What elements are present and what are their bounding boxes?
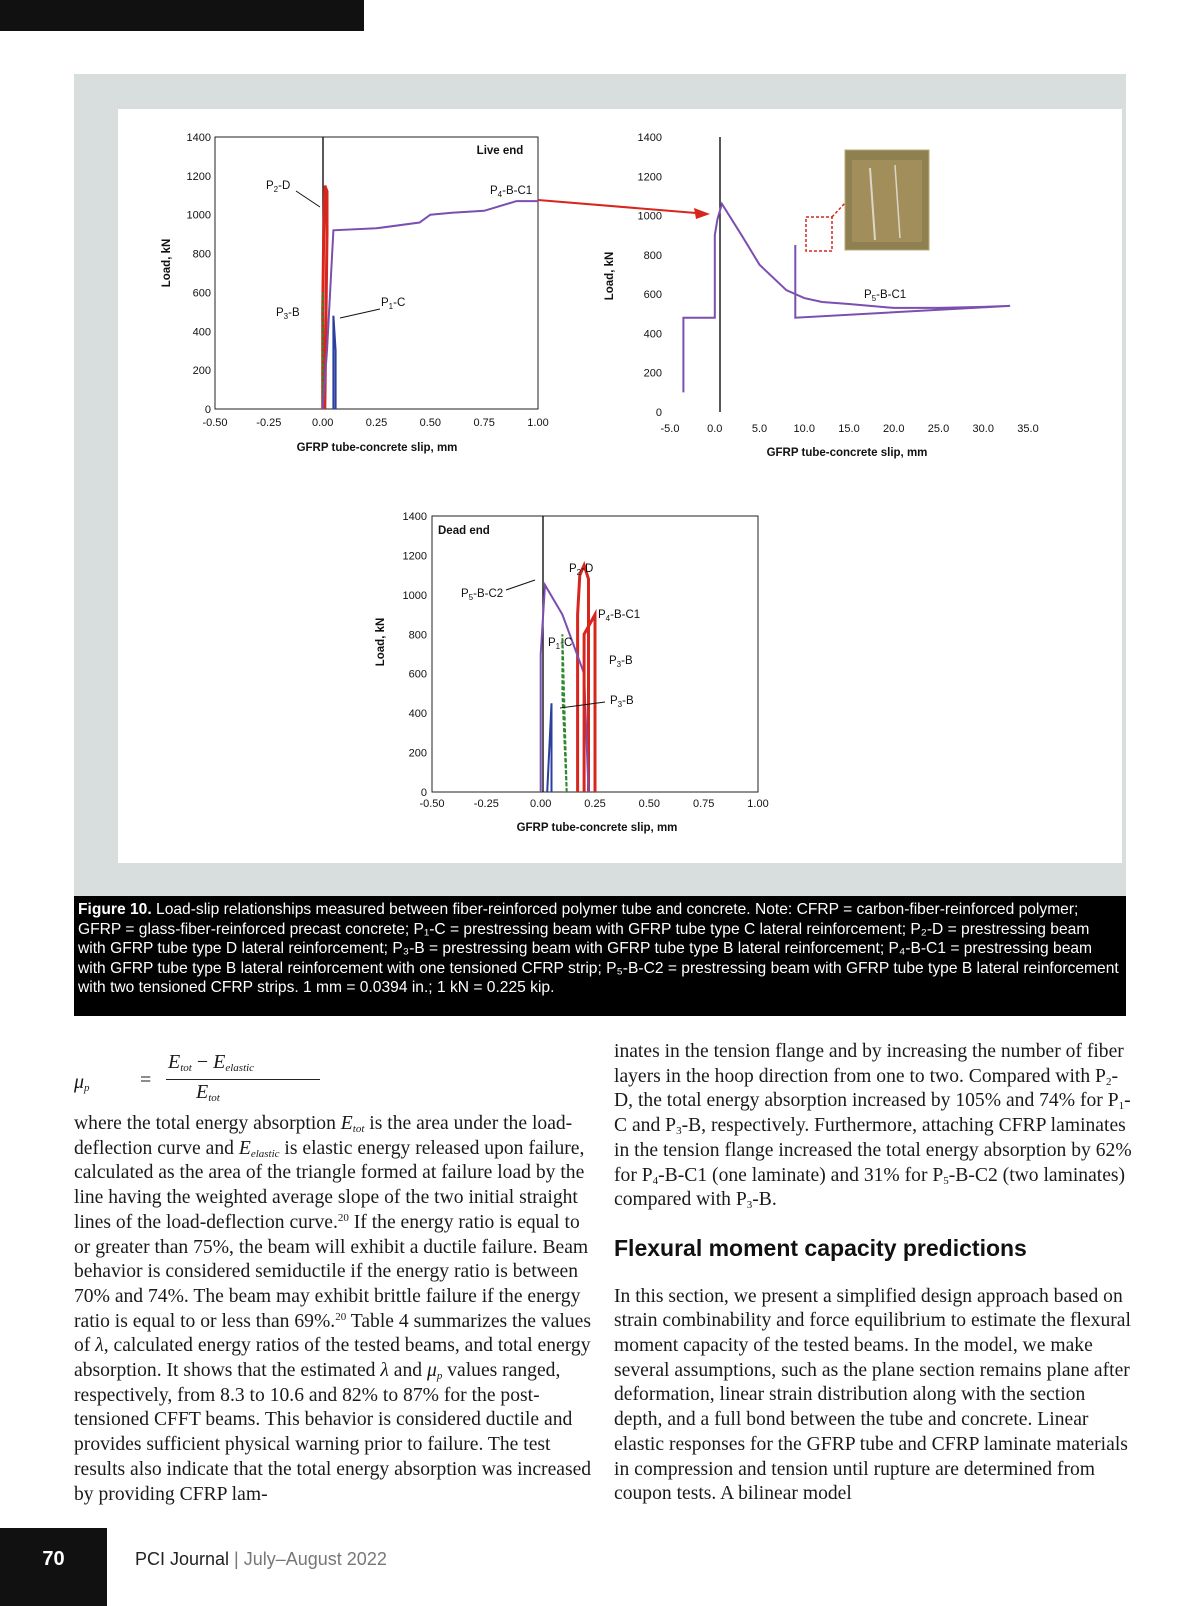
chart-title: Live end bbox=[476, 145, 524, 157]
series-p1-c bbox=[547, 703, 551, 792]
pointer-p2-d bbox=[296, 191, 320, 207]
x-tick-label: 35.0 bbox=[1017, 423, 1039, 435]
y-tick-label: 0 bbox=[204, 404, 211, 416]
label-p5-b-c2: $P_5-B-C2$ bbox=[461, 588, 504, 602]
x-tick-label: 0.50 bbox=[419, 417, 442, 429]
y-tick-label: 0 bbox=[420, 787, 427, 799]
label-p1-c: $P_1-C$ bbox=[381, 297, 406, 311]
x-tick-label: 0.75 bbox=[692, 798, 715, 810]
x-tick-label: -0.25 bbox=[256, 417, 282, 429]
eq-numerator: $E_{tot} - E_{elastic}$ bbox=[168, 1051, 255, 1074]
pointer-p5-b-c2 bbox=[506, 580, 535, 590]
x-ticks bbox=[202, 417, 548, 429]
x-tick-label: 0.00 bbox=[311, 417, 334, 429]
series-p4-b-c1 bbox=[323, 201, 538, 409]
right-column bbox=[614, 1040, 1134, 1507]
y-axis-title bbox=[161, 239, 173, 288]
y-tick-label: 800 bbox=[643, 249, 662, 262]
y-tick-label: 600 bbox=[643, 289, 662, 302]
left-paragraph: where the total energy absorption $E_{tot}$ is the area under the load-deflection curve and $E_{elastic}$ is elastic energy released upon failure, calculated as the area of the triangle formed at failure load by the line having the weighted average slope of the two initial straight lines of the load-deflection curve.$^{20}$ If the energy ratio is equal to or greater than 75%, the beam will exhibit a ductile failure. Beam behavior is considered semiductile if the energy ratio is between 70% and 74%. The beam may exhibit brittle failure if the energy ratio is equal to or less than 69%.$^{20}$ Table 4 summarizes the values of λ, calculated energy ratios of the tested beams, and total energy absorption. It shows that the estimated λ and $\mu_p$ values ranged, respectively, from 8.3 to 10.6 and 82% to 87% for the post-tensioned CFFT beams. This behavior is considered ductile and provides sufficient physical warning prior to failure. The test results also indicate that the total energy absorption was increased by providing CFRP lam- bbox=[74, 1113, 592, 1505]
eq-equals: = bbox=[140, 1069, 152, 1091]
y-tick-label: 400 bbox=[643, 328, 662, 341]
x-ticks bbox=[419, 798, 768, 810]
y-tick-label: 800 bbox=[192, 248, 211, 261]
eq-lhs: $\mu_p$ bbox=[74, 1071, 90, 1094]
x-axis-title: GFRP tube-concrete slip, mm bbox=[766, 447, 928, 459]
right-paragraph-1: inates in the tension flange and by increasing the number of fiber layers in the hoop direction from one to two. Compared with $P_2-D$, the total energy absorption increased by 105% and 74% for $P_1-C$ and $P_3-B$, respectively. Furthermore, attaching CFRP laminates in the tension flange increased the total energy absorption by 62% for $P_4-B-C1$ (one laminate) and 31% for $P_5-B-C2$ (two laminates) compared with $P_3-B$. bbox=[614, 1041, 1132, 1212]
x-tick-label: 30.0 bbox=[972, 423, 994, 435]
y-tick-label: 600 bbox=[192, 287, 211, 300]
x-tick-label: 0.0 bbox=[707, 423, 723, 435]
x-tick-label: -0.50 bbox=[419, 798, 445, 810]
zoom-connector bbox=[832, 203, 845, 217]
x-tick-label: 20.0 bbox=[883, 423, 905, 435]
y-tick-label: 400 bbox=[192, 326, 211, 339]
top-header-bar bbox=[0, 0, 364, 31]
caption-text: Load-slip relationships measured between fiber-reinforced polymer tube and concrete. Note: CFRP = carbon-fiber-reinforced polymer; GFRP = glass-fiber-reinforced precast concrete; P₁-C = prestressing beam with GFRP tube type C lateral reinforcement; P₂-D = prestressing beam with GFRP tube type D lateral reinforcement; P₃-B = prestressing beam with GFRP tube type B lateral reinforcement; P₄-B-C1 = prestressing beam with GFRP tube type B lateral reinforcement with one tensioned CFRP strip; P₅-B-C2 = prestressing beam with GFRP tube type B lateral reinforcement with two tensioned CFRP strips. 1 mm = 0.0394 in.; 1 kN = 0.225 kip. bbox=[78, 901, 1119, 997]
y-tick-label: 800 bbox=[408, 629, 427, 642]
x-tick-label: 25.0 bbox=[927, 423, 950, 435]
chart-live-end bbox=[150, 128, 550, 458]
eq-denominator: $E_{tot}$ bbox=[196, 1081, 220, 1104]
x-tick-label: -5.0 bbox=[660, 423, 680, 435]
y-tick-label: 1200 bbox=[637, 171, 662, 184]
y-tick-label: 200 bbox=[408, 747, 427, 760]
x-ticks bbox=[661, 423, 1039, 435]
y-axis-title bbox=[375, 618, 387, 667]
label-p2-d: $P_2-D$ bbox=[569, 563, 594, 577]
plot-frame bbox=[215, 137, 538, 409]
y-tick-label: 1400 bbox=[637, 132, 662, 144]
section-heading: Flexural moment capacity predictions bbox=[614, 1234, 1027, 1261]
x-tick-label: 0.00 bbox=[529, 798, 552, 810]
photo-inset-texture bbox=[852, 160, 922, 242]
y-tick-label: 1000 bbox=[637, 210, 662, 223]
caption-label: Figure 10. bbox=[78, 901, 152, 918]
label-p3-b: $P_3-B$ bbox=[609, 655, 633, 669]
left-column bbox=[74, 1112, 594, 1507]
label-p5-b-c1: $P_5-B-C1$ bbox=[864, 289, 907, 303]
x-tick-label: -0.50 bbox=[202, 417, 228, 429]
x-tick-label: 10.0 bbox=[793, 423, 815, 435]
x-tick-label: 15.0 bbox=[838, 423, 860, 435]
y-axis-title bbox=[604, 252, 616, 301]
eq-fraction-bar bbox=[166, 1079, 320, 1080]
x-tick-label: 1.00 bbox=[747, 798, 769, 810]
y-tick-label: 1200 bbox=[186, 170, 211, 183]
ductility-equation bbox=[58, 1047, 298, 1107]
series-p1-c bbox=[333, 316, 335, 409]
journal-issue: July–August 2022 bbox=[243, 1549, 387, 1569]
figure-caption bbox=[74, 896, 1126, 1016]
y-ticks bbox=[638, 132, 662, 419]
y-tick-label: 200 bbox=[192, 365, 211, 378]
right-paragraph-2: In this section, we present a simplified design approach based on strain combinability and force equilibrium to estimate the flexural moment capacity of the tested beams. In the model, we make several assumptions, such as the plane section remains plane after deformation, linear strain distribution along with the section depth, and a full bond between the tube and concrete. Linear elastic responses for the GFRP tube and CFRP laminate materials in compression and tension until rupture are determined from coupon tests. A bilinear model bbox=[614, 1285, 1131, 1505]
y-axis-title-text: Load, kN bbox=[161, 238, 173, 288]
y-axis-title-text: Load, kN bbox=[604, 251, 616, 301]
label-p4-b-c1: $P_4-B-C1$ bbox=[490, 185, 533, 199]
chart-live-end-full bbox=[600, 130, 1050, 465]
pointer-p1-c bbox=[340, 309, 380, 318]
y-ticks bbox=[403, 511, 427, 799]
label-p2-d: $P_2-D$ bbox=[266, 180, 291, 194]
x-tick-label: -0.25 bbox=[473, 798, 499, 810]
y-tick-label: 600 bbox=[408, 668, 427, 681]
y-tick-label: 0 bbox=[655, 407, 662, 419]
x-tick-label: 0.25 bbox=[584, 798, 606, 810]
y-tick-label: 1000 bbox=[402, 589, 427, 602]
chart-title: Dead end bbox=[438, 525, 490, 537]
y-tick-label: 400 bbox=[408, 708, 427, 721]
label-p3-b: $P_3-B$ bbox=[276, 307, 300, 321]
label-p4-b-c1: $P_4-B-C1$ bbox=[598, 609, 641, 623]
series-group bbox=[323, 186, 538, 409]
page-number: 70 bbox=[42, 1548, 65, 1570]
journal-separator: | bbox=[229, 1549, 244, 1569]
zoom-box bbox=[806, 217, 832, 251]
x-tick-label: 0.25 bbox=[365, 417, 388, 429]
x-axis-title: GFRP tube-concrete slip, mm bbox=[516, 822, 678, 834]
series-p3-b bbox=[562, 634, 566, 792]
series-group bbox=[541, 565, 595, 792]
pointer-p3-b bbox=[560, 702, 605, 708]
x-tick-label: 5.0 bbox=[751, 423, 768, 435]
y-tick-label: 1200 bbox=[402, 550, 427, 563]
y-tick-label: 1400 bbox=[402, 511, 427, 523]
y-tick-label: 1000 bbox=[186, 209, 211, 222]
x-tick-label: 0.75 bbox=[473, 417, 495, 429]
journal-name: PCI Journal bbox=[135, 1549, 230, 1569]
y-tick-label: 1400 bbox=[186, 132, 211, 144]
y-ticks bbox=[187, 132, 211, 416]
x-tick-label: 0.50 bbox=[638, 798, 661, 810]
label-p1-c: $P_1-C$ bbox=[548, 637, 573, 651]
x-tick-label: 1.00 bbox=[527, 417, 549, 429]
x-axis-title: GFRP tube-concrete slip, mm bbox=[296, 442, 458, 454]
journal-footer bbox=[135, 1549, 387, 1570]
y-tick-label: 200 bbox=[643, 367, 662, 380]
chart-dead-end bbox=[370, 510, 790, 845]
label-p3-b-2: $P_3-B$ bbox=[610, 695, 634, 709]
y-axis-title-text: Load, kN bbox=[375, 617, 387, 667]
